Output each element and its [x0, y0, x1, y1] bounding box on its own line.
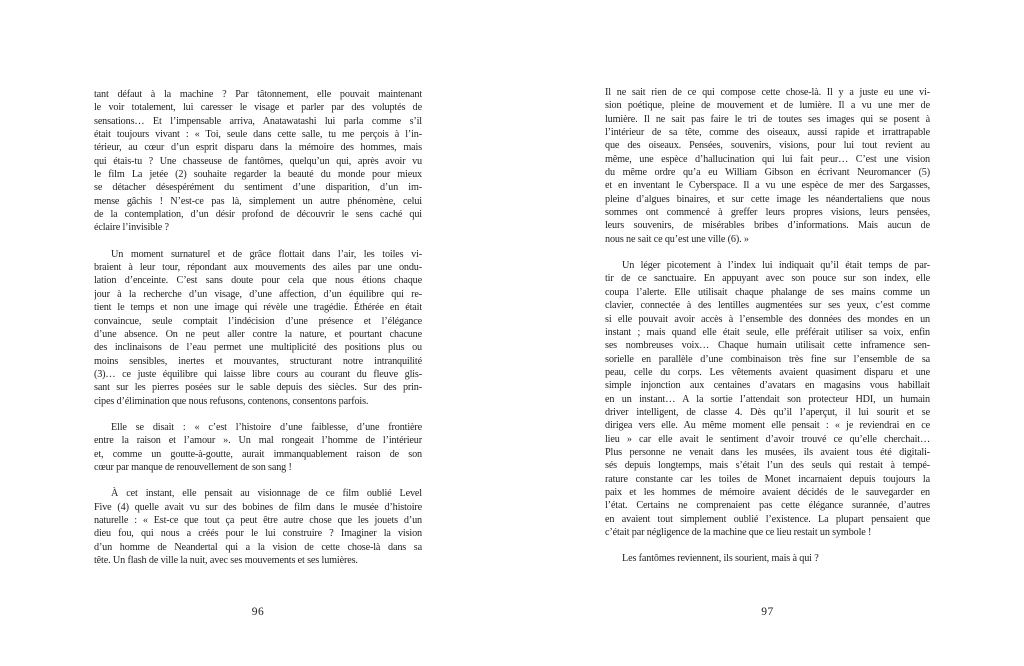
- text-line: que des oiseaux. Pensées, souvenirs, visions, pour lui tout revient au: [605, 140, 930, 152]
- text-line: était toujours vivant : « Toi, seule dans cette salle, tu me perçois à l’in-: [94, 129, 422, 141]
- text-line: se détacher désespérément du sentiment d’une disparition, d’un im-: [94, 182, 422, 194]
- text-line: Les fantômes reviennent, ils sourient, mais à qui ?: [622, 553, 819, 565]
- text-line: et en inventant le Cyberspace. Il a vu une espèce de mer des Sargasses,: [605, 180, 930, 192]
- text-line: l’intérieur de sa tête, comme des oiseaux, aussi rapide et irrattrapable: [605, 127, 930, 139]
- text-line: tir de ce sanctuaire. En appuyant avec son pouce sur son index, elle: [605, 273, 930, 285]
- text-line: driver intelligent, de classe 4. Dès qu’il l’aperçut, il lui sourit et se: [605, 406, 930, 418]
- paragraph: [605, 259, 930, 539]
- text-line: éclaire l’invisible ?: [94, 222, 169, 234]
- text-line: naturelle : « Est-ce que tout ça peut être autre chose que les jouets d’un: [94, 514, 422, 526]
- text-line: braient à leur tour, répondant aux mouvements des ailes par une ondu-: [94, 262, 422, 274]
- text-line: lation d’enceinte. C’est sans doute pour cela que nous étions chaque: [94, 275, 422, 287]
- text-line: moins sensibles, inertes et mouvantes, structurant notre intranquilité: [94, 355, 422, 367]
- text-line: si elle pouvait avoir accès à l’ensemble des données des mondes en un: [605, 313, 930, 325]
- text-line: rature constante car les toiles de Monet incarnaient depuis toujours la: [605, 473, 930, 485]
- text-line: c’était par négligence de la machine que ce lieu restait un symbole !: [605, 527, 872, 538]
- page-97-text: [605, 86, 930, 566]
- text-line: entre la raison et l’amour ». Un mal rongeait l’homme de l’intérieur: [94, 435, 422, 447]
- text-line: (3)… ce juste équilibre qui laisse libre cours au courant du fleuve glis-: [94, 368, 422, 380]
- text-line: et, comme un goutte-à-goutte, aurait immanquablement raison de son: [94, 448, 422, 460]
- text-line: dirigea vers elle. Au même moment elle pensait : « je reviendrai en ce: [605, 420, 930, 432]
- text-line: le film La jetée (2) souhaite regarder la beauté du monde pour mieux: [94, 169, 422, 181]
- text-line: en un instant… A la sortie l’attendait son protecteur HDI, un humain: [605, 393, 930, 405]
- text-line: À cet instant, elle pensait au visionnage de ce film oublié Level: [111, 488, 422, 500]
- text-line: l’état. Certains ne comprenaient pas cette élégance surannée, d’autres: [605, 500, 930, 512]
- text-line: instant ; mais quand elle était seule, elle préférait utiliser sa voix, enfin: [605, 326, 930, 338]
- text-line: du même ordre qu’a eu William Gibson en écrivant Neuromancer (5): [605, 167, 930, 179]
- text-line: Elle se disait : « c’est l’histoire d’une faiblesse, d’une frontière: [111, 421, 422, 433]
- text-line: sant sur les pierres posées sur le sable depuis des siècles. Sur des prin-: [94, 382, 422, 394]
- text-line: de la contemplation, d’un désir profond de découvrir le sens caché qui: [94, 209, 422, 221]
- text-line: sés depuis longtemps, mais s’était l’un des seuls qui restait à tempé-: [605, 460, 930, 472]
- paragraph: [605, 552, 930, 565]
- text-line: en avaient tout simplement oublié l’existence. La plupart pensaient que: [605, 513, 930, 525]
- text-line: des inclinaisons de l’eau permet une multiplicité des positions plus ou: [94, 342, 422, 354]
- text-line: lieu » car elle avait le sentiment d’avoir trouvé ce qu’elle cherchait…: [605, 433, 930, 445]
- paragraph: [94, 248, 422, 408]
- text-line: pleine d’algues binaires, et sur cette image les néandertaliens que nous: [605, 193, 930, 205]
- text-line: ses nombreuses voix… Chaque humain utilisait cette inframence sen-: [605, 340, 930, 352]
- text-line: dieu fou, qui nous a créés pour le lui construire ? Imaginer la vision: [94, 528, 422, 540]
- paragraph: [94, 421, 422, 474]
- text-line: clavier, connectée à des lentilles augmentées sur ses yeux, c’est comme: [605, 300, 930, 312]
- text-line: tête. Un flash de ville la nuit, avec ses mouvements et ses lumières.: [94, 555, 358, 566]
- paragraph: [94, 88, 422, 235]
- page-96-text: [94, 88, 422, 567]
- paragraph: [94, 487, 422, 567]
- text-line: nous ne sait ce qu’est une ville (6). »: [605, 233, 749, 245]
- text-line: simple injonction aux centaines d’avatars en magasins vous habillait: [605, 380, 930, 392]
- text-line: même, une espèce d’hallucination qui lui fait peur… C’est une vision: [605, 153, 930, 165]
- text-line: sion poétique, pleine de mouvement et de lumière. Il a vu une mer de: [605, 100, 930, 112]
- text-line: coupa l’alerte. Elle utilisait chaque phalange de ses mains comme un: [605, 286, 930, 298]
- text-line: Five (4) quelle avait vu sur des bobines de film dans le musée d’histoire: [94, 501, 422, 513]
- text-line: Un léger picotement à l’index lui indiquait qu’il était temps de par-: [622, 260, 930, 272]
- text-line: térieur, au cœur d’un esprit disparu dans la mémoire des hommes, mais: [94, 142, 422, 154]
- text-line: qui étais-tu ? Une chasseuse de fantômes, quelqu’un qui, après avoir vu: [94, 155, 422, 167]
- text-line: le voir totalement, lui caresser le visage et parler par des voluptés de: [94, 102, 422, 114]
- text-line: lumière. Il ne sait pas faire le tri de toutes ses images qui se posent à: [605, 113, 930, 125]
- page-number-96: 96: [251, 606, 265, 618]
- text-line: tient le temps et non une image qui révèle une tragédie. Éthérée en était: [94, 302, 422, 314]
- text-line: tant défaut à la machine ? Par tâtonnement, elle pouvait maintenant: [94, 89, 422, 100]
- text-line: Un moment surnaturel et de grâce flottait dans l’air, les toiles vi-: [111, 248, 422, 260]
- text-line: paix et les hommes de mémoire avaient décidés de le sauvegarder en: [605, 486, 930, 498]
- text-line: jour à la recherche d’un visage, d’une affection, d’un équilibre qui re-: [94, 288, 422, 300]
- text-line: leurs souvenirs, de misérables bribes d’informations. Mais aucun de: [605, 220, 930, 232]
- text-line: Plus personne ne venait dans les musées, ils avaient tous été digitali-: [605, 446, 930, 458]
- text-line: peau, celle du corps. Les vêtements avaient quasiment disparu et une: [605, 366, 930, 378]
- text-line: d’une absence. On ne peut aller contre la nature, et pourtant chacune: [94, 328, 422, 340]
- paragraph: [605, 86, 930, 246]
- text-line: mense gâchis ! N’est-ce pas là, simplement un autre phénomène, celui: [94, 195, 422, 207]
- text-line: convaincue, seule comptait l’indécision d’une présence et l’élégance: [94, 315, 422, 327]
- text-line: cipes d’élimination que nous refusons, contenons, consentons parfois.: [94, 395, 369, 407]
- text-line: sensations… Et l’impensable arriva, Anatawatashi lui parla comme s’il: [94, 115, 422, 127]
- text-line: cœur par manque de renouvellement de son sang !: [94, 461, 292, 473]
- text-line: Il ne sait rien de ce qui compose cette chose-là. Il y a juste eu une vi-: [605, 87, 930, 98]
- text-line: d’un homme de Neandertal qui a la vision de cette chose-là dans sa: [94, 541, 422, 553]
- text-line: sorielle en parallèle d’une combinaison très fine sur l’ensemble de sa: [605, 353, 930, 365]
- page-number-97: 97: [761, 606, 774, 618]
- text-line: sommes ont commencé à greffer leurs propres visions, leurs pensées,: [605, 207, 930, 219]
